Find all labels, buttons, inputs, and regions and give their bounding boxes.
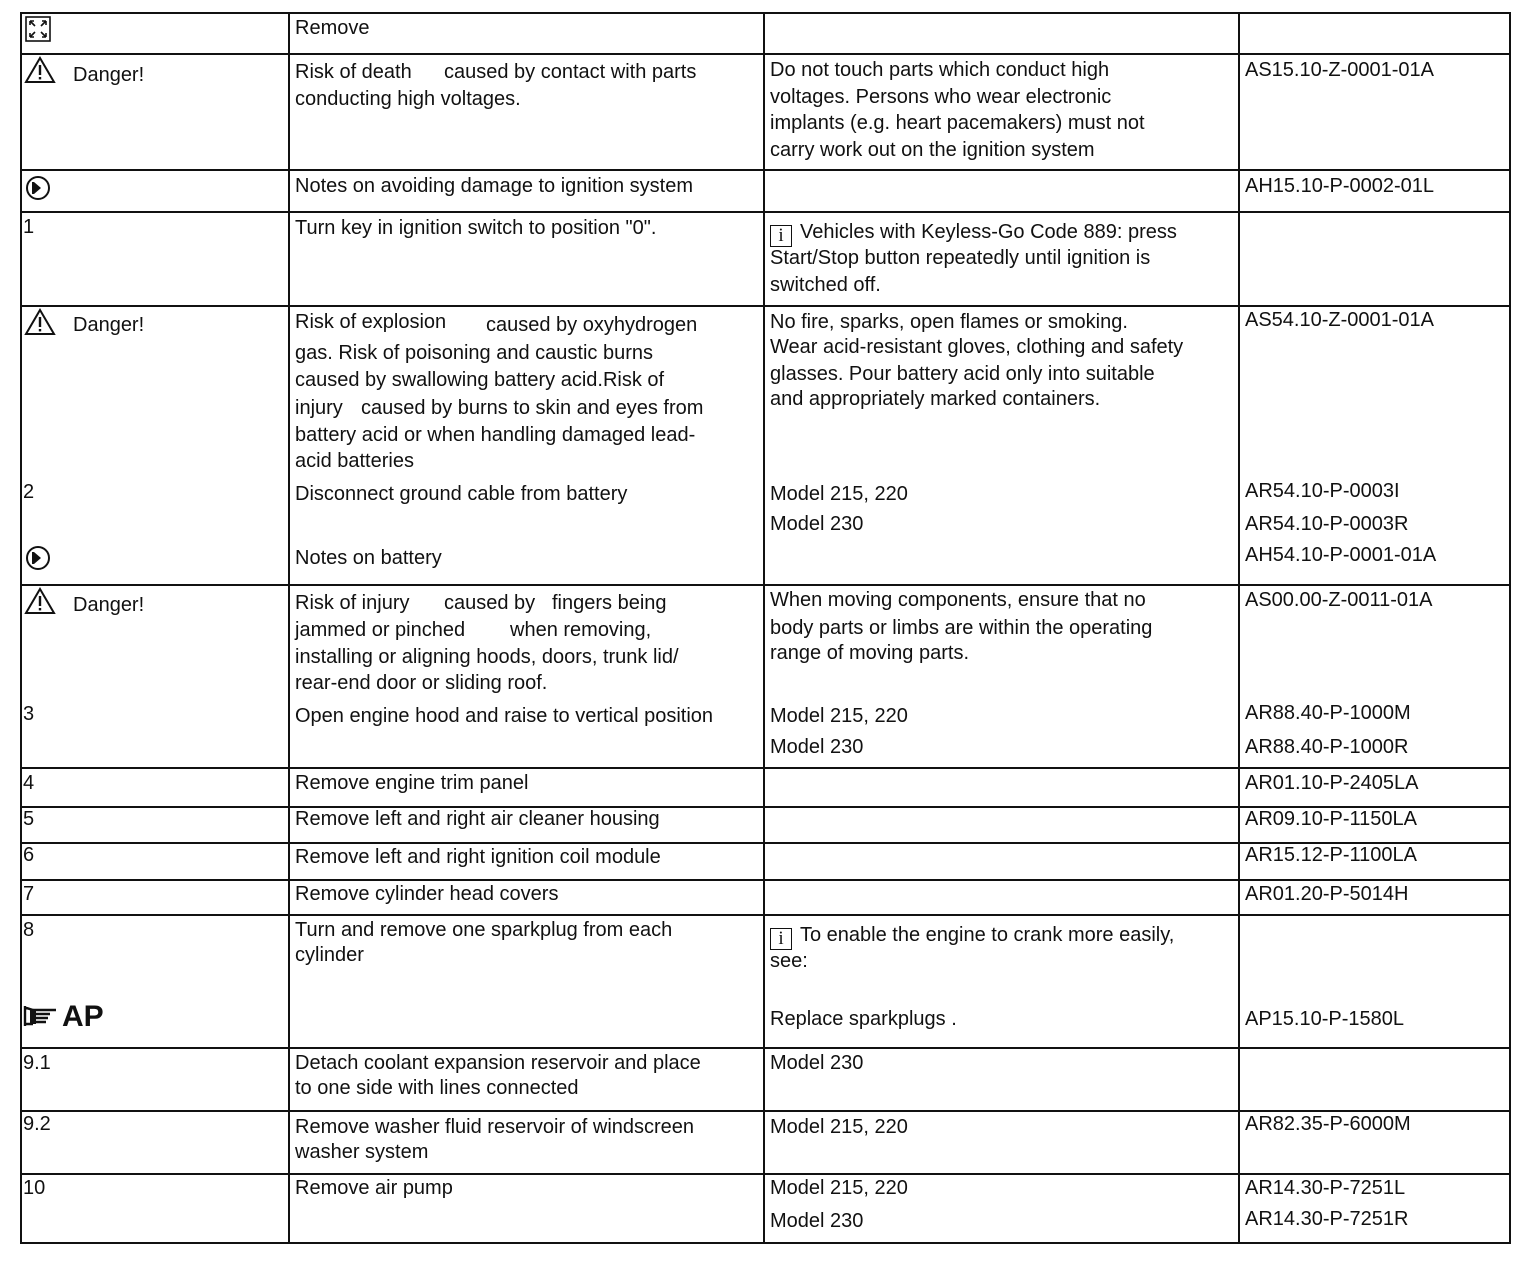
remark-text: When moving components, ensure that no bbox=[770, 589, 1146, 611]
reference-link[interactable]: AH15.10-P-0002-01L bbox=[1245, 175, 1435, 197]
column-divider bbox=[20, 12, 22, 1243]
step-number: 3 bbox=[23, 703, 35, 725]
model-text: Model 230 bbox=[770, 736, 864, 758]
reference-link[interactable]: AP15.10-P-1580L bbox=[1245, 1008, 1405, 1030]
notes-arrow-circle-icon bbox=[24, 174, 52, 207]
action-text: caused by oxyhydrogen bbox=[486, 314, 698, 336]
action-text: Turn and remove one sparkplug from each bbox=[295, 919, 673, 941]
remark-text: range of moving parts. bbox=[770, 642, 969, 664]
reference-link[interactable]: AR88.40-P-1000R bbox=[1245, 736, 1409, 758]
action-text: caused by bbox=[444, 592, 536, 614]
step-number: 6 bbox=[23, 844, 35, 866]
danger-label: Danger! bbox=[73, 314, 145, 336]
reference-link[interactable]: AR88.40-P-1000M bbox=[1245, 702, 1411, 724]
reference-link[interactable]: AR54.10-P-0003R bbox=[1245, 513, 1409, 535]
reference-link[interactable]: AS00.00-Z-0011-01A bbox=[1245, 589, 1433, 611]
step-number: 1 bbox=[23, 216, 35, 238]
pointing-hand-icon bbox=[22, 1002, 62, 1035]
info-box-icon: i bbox=[770, 928, 792, 950]
reference-link[interactable]: AR14.30-P-7251L bbox=[1245, 1177, 1406, 1199]
action-text: Open engine hood and raise to vertical position bbox=[295, 705, 714, 727]
danger-label: Danger! bbox=[73, 594, 145, 616]
action-text: when removing, bbox=[510, 619, 652, 641]
step-number: 5 bbox=[23, 808, 35, 830]
remark-line bbox=[770, 922, 1174, 950]
remark-text: To enable the engine to crank more easily, bbox=[800, 924, 1175, 946]
procedure-link[interactable]: Replace sparkplugs . bbox=[770, 1008, 957, 1030]
action-text: Disconnect ground cable from battery bbox=[295, 483, 628, 505]
reference-link[interactable]: AS54.10-Z-0001-01A bbox=[1245, 309, 1435, 331]
row-divider bbox=[20, 53, 1511, 55]
action-text: Turn key in ignition switch to position "0". bbox=[295, 217, 657, 239]
action-text: to one side with lines connected bbox=[295, 1077, 579, 1099]
row-divider bbox=[20, 914, 1511, 916]
row-divider bbox=[20, 767, 1511, 769]
column-divider bbox=[763, 12, 765, 1243]
reference-link[interactable]: AR82.35-P-6000M bbox=[1245, 1113, 1411, 1135]
remark-text: see: bbox=[770, 950, 808, 972]
action-text: rear-end door or sliding roof. bbox=[295, 672, 548, 694]
reference-link[interactable]: AH54.10-P-0001-01A bbox=[1245, 544, 1437, 566]
action-text: Remove cylinder head covers bbox=[295, 883, 559, 905]
column-divider bbox=[1238, 12, 1240, 1243]
action-text: caused by burns to skin and eyes from bbox=[361, 397, 704, 419]
danger-label: Danger! bbox=[73, 64, 145, 86]
remark-text: Vehicles with Keyless-Go Code 889: press bbox=[800, 221, 1177, 243]
action-text: washer system bbox=[295, 1141, 429, 1163]
remark-text: glasses. Pour battery acid only into suitable bbox=[770, 363, 1155, 385]
step-number: 10 bbox=[23, 1177, 46, 1199]
action-text: Remove air pump bbox=[295, 1177, 453, 1199]
step-number: 4 bbox=[23, 772, 35, 794]
reference-link[interactable]: AR01.10-P-2405LA bbox=[1245, 772, 1419, 794]
row-divider bbox=[20, 1047, 1511, 1049]
step-number: 8 bbox=[23, 919, 35, 941]
action-text: Remove left and right air cleaner housing bbox=[295, 808, 660, 830]
row-divider bbox=[20, 12, 1511, 14]
action-text: Remove bbox=[295, 17, 370, 39]
remark-text: Do not touch parts which conduct high bbox=[770, 59, 1110, 81]
action-text: conducting high voltages. bbox=[295, 88, 521, 110]
model-text: Model 215, 220 bbox=[770, 483, 908, 505]
ap-label: AP bbox=[62, 1000, 104, 1033]
action-text: caused by contact with parts bbox=[444, 61, 697, 83]
remark-text: implants (e.g. heart pacemakers) must not bbox=[770, 112, 1145, 134]
reference-link[interactable]: AR14.30-P-7251R bbox=[1245, 1208, 1409, 1230]
action-text: installing or aligning hoods, doors, trunk lid/ bbox=[295, 646, 679, 668]
remark-text: Start/Stop button repeatedly until ignition is bbox=[770, 247, 1151, 269]
reference-link[interactable]: AR15.12-P-1100LA bbox=[1245, 844, 1417, 866]
column-divider bbox=[288, 12, 290, 1243]
model-text: Model 230 bbox=[770, 513, 864, 535]
model-text: Model 215, 220 bbox=[770, 705, 908, 727]
action-text: acid batteries bbox=[295, 450, 414, 472]
reference-link[interactable]: AR54.10-P-0003I bbox=[1245, 480, 1400, 502]
row-divider bbox=[20, 169, 1511, 171]
action-text: Risk of death bbox=[295, 61, 412, 83]
action-text: fingers being bbox=[552, 592, 667, 614]
action-text: Remove engine trim panel bbox=[295, 772, 529, 794]
action-text: caused by swallowing battery acid.Risk of bbox=[295, 369, 665, 391]
row-divider bbox=[20, 584, 1511, 586]
row-divider bbox=[20, 211, 1511, 213]
remark-text: carry work out on the ignition system bbox=[770, 139, 1095, 161]
action-text: Remove left and right ignition coil module bbox=[295, 846, 661, 868]
action-text: Notes on avoiding damage to ignition system bbox=[295, 175, 694, 197]
reference-link[interactable]: AR09.10-P-1150LA bbox=[1245, 808, 1417, 830]
warning-triangle-icon bbox=[24, 308, 56, 341]
remark-text: No fire, sparks, open flames or smoking. bbox=[770, 311, 1128, 333]
model-text: Model 230 bbox=[770, 1052, 864, 1074]
row-divider bbox=[20, 1242, 1511, 1244]
model-text: Model 230 bbox=[770, 1210, 864, 1232]
remark-line bbox=[770, 219, 1177, 247]
model-text: Model 215, 220 bbox=[770, 1177, 908, 1199]
column-divider bbox=[1509, 12, 1511, 1243]
step-number: 9.1 bbox=[23, 1052, 51, 1074]
action-text: cylinder bbox=[295, 944, 364, 966]
action-text: gas. Risk of poisoning and caustic burns bbox=[295, 342, 653, 364]
remark-text: switched off. bbox=[770, 274, 881, 296]
warning-triangle-icon bbox=[24, 587, 56, 620]
remark-text: body parts or limbs are within the operating bbox=[770, 617, 1153, 639]
notes-arrow-circle-icon bbox=[24, 544, 52, 577]
step-number: 9.2 bbox=[23, 1113, 51, 1135]
action-text: Remove washer fluid reservoir of windscreen bbox=[295, 1116, 695, 1138]
action-text: Detach coolant expansion reservoir and place bbox=[295, 1052, 701, 1074]
info-box-icon: i bbox=[770, 225, 792, 247]
remark-text: voltages. Persons who wear electronic bbox=[770, 86, 1112, 108]
action-text: jammed or pinched bbox=[295, 619, 466, 641]
remark-text: and appropriately marked containers. bbox=[770, 388, 1101, 410]
model-text: Model 215, 220 bbox=[770, 1116, 908, 1138]
action-text: Risk of injury bbox=[295, 592, 410, 614]
action-text: Notes on battery bbox=[295, 547, 442, 569]
expand-arrows-icon bbox=[25, 16, 51, 47]
step-number: 2 bbox=[23, 481, 35, 503]
remark-text: Wear acid-resistant gloves, clothing and safety bbox=[770, 336, 1184, 358]
action-text: injury bbox=[295, 397, 343, 419]
step-number: 7 bbox=[23, 883, 35, 905]
warning-triangle-icon bbox=[24, 56, 56, 89]
action-text: battery acid or when handling damaged lead- bbox=[295, 424, 696, 446]
action-text: Risk of explosion bbox=[295, 311, 447, 333]
reference-link[interactable]: AR01.20-P-5014H bbox=[1245, 883, 1409, 905]
reference-link[interactable]: AS15.10-Z-0001-01A bbox=[1245, 59, 1435, 81]
